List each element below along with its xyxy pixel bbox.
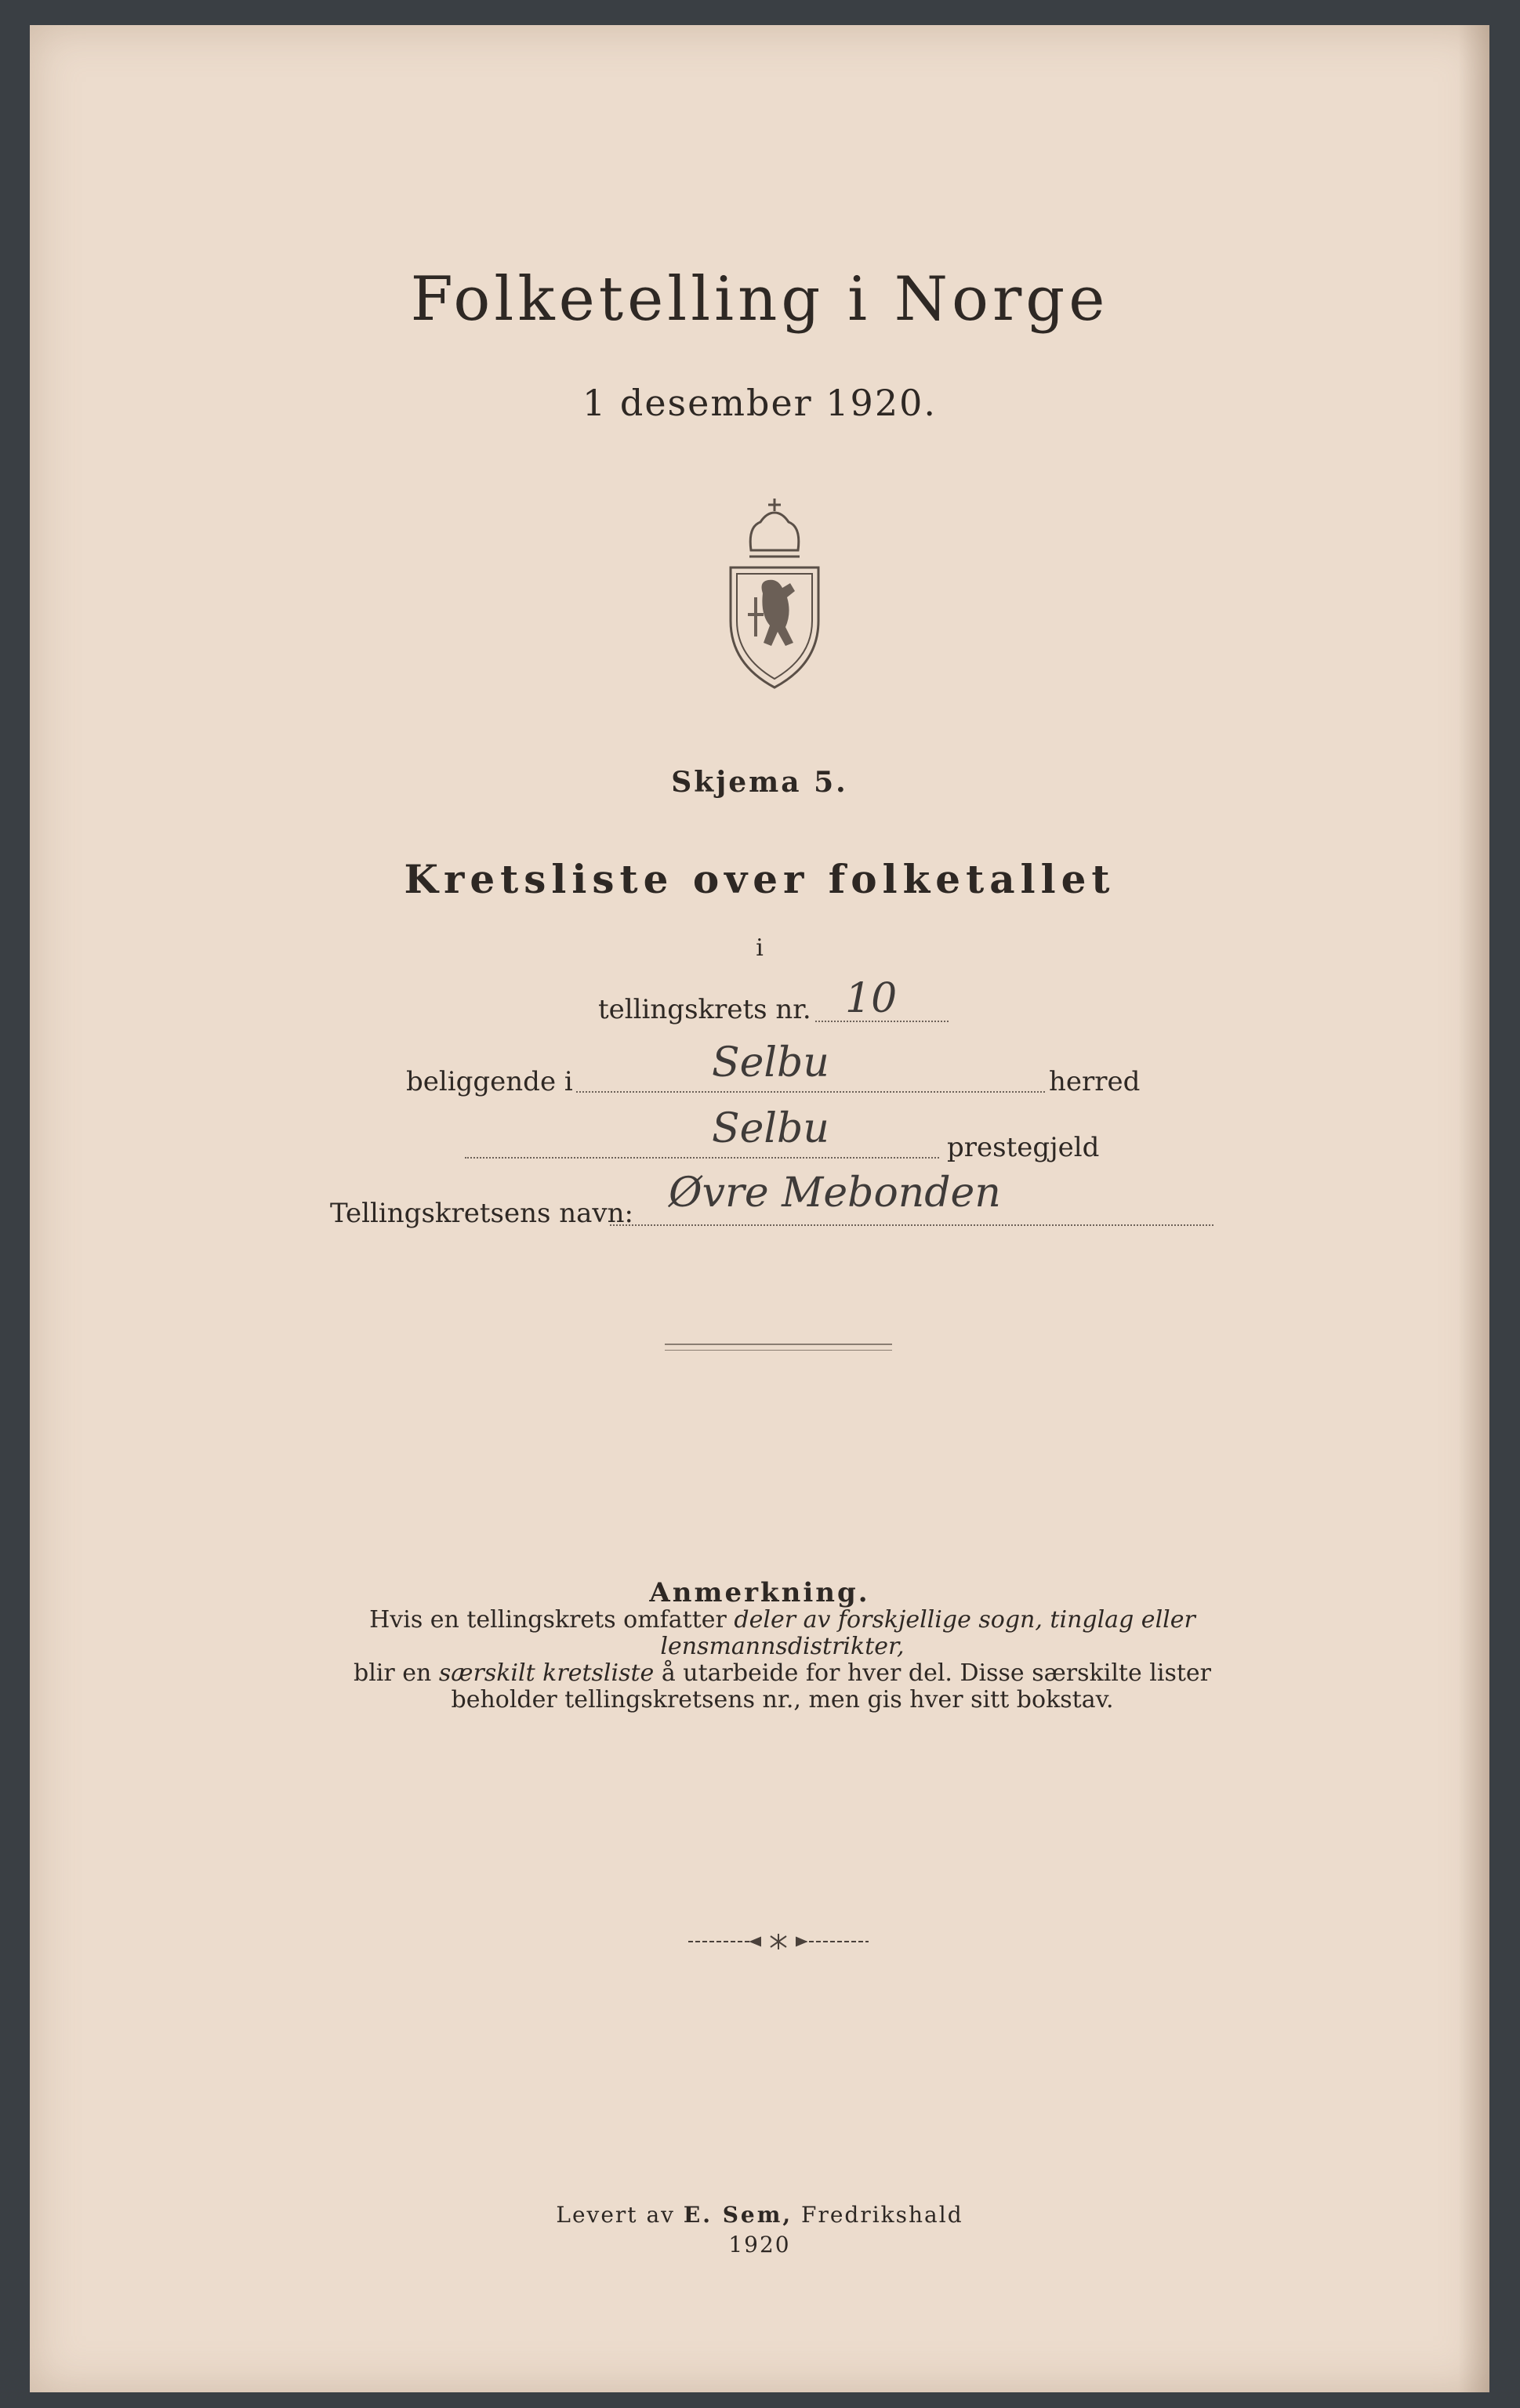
herred-value: Selbu — [712, 1039, 829, 1086]
prestegjeld-value: Selbu — [712, 1105, 829, 1152]
form-heading: Kretsliste over folketallet — [404, 856, 1116, 902]
printer-city: Fredrikshald — [793, 2202, 963, 2228]
remark-line-2 — [265, 1660, 1300, 1687]
preposition-label: i — [756, 934, 764, 962]
remark-body — [265, 1607, 1300, 1714]
norwegian-coat-of-arms-icon — [720, 495, 829, 691]
printer-year: 1920 — [728, 2232, 791, 2258]
remark-line-1-a: Hvis en tellingskrets omfatter — [369, 1606, 735, 1634]
navn-label: Tellingskretsens navn: — [330, 1198, 633, 1229]
remark-line-1-b: deler av forskjellige sogn, tinglag eller lensmannsdistrikter, — [660, 1606, 1195, 1660]
document-title: Folketelling i Norge — [410, 264, 1109, 335]
remark-title: Anmerkning. — [649, 1577, 870, 1608]
printer-imprint — [30, 2200, 1489, 2260]
census-date: 1 desember 1920. — [582, 382, 937, 424]
krets-label: tellingskrets nr. — [598, 994, 811, 1025]
krets-value: 10 — [845, 975, 898, 1022]
divider-rule-thin — [665, 1350, 892, 1351]
remark-line-2-a: blir en — [354, 1659, 439, 1687]
printer-name: E. Sem, — [683, 2202, 793, 2228]
remark-line-2-b: særskilt kretsliste — [438, 1659, 655, 1687]
navn-line — [610, 1224, 1213, 1226]
remark-line-1 — [265, 1607, 1300, 1660]
prestegjeld-line — [465, 1157, 939, 1159]
printer-prefix: Levert av — [556, 2202, 684, 2228]
divider-rule — [665, 1344, 892, 1345]
navn-value: Øvre Mebonden — [669, 1170, 1001, 1217]
beliggende-label: beliggende i — [406, 1066, 573, 1097]
remark-line-3: beholder tellingskretsens nr., men gis hver sitt bokstav. — [451, 1686, 1114, 1714]
remark-line-2-c: å utarbeide for hver del. Disse særskilte lister — [654, 1659, 1211, 1687]
ornament-divider-icon — [688, 1930, 869, 1953]
document-page — [30, 25, 1489, 2392]
herred-line — [576, 1091, 1045, 1093]
herred-label: herred — [1049, 1066, 1141, 1097]
prestegjeld-label: prestegjeld — [947, 1132, 1100, 1163]
schema-number: Skjema 5. — [671, 766, 848, 799]
